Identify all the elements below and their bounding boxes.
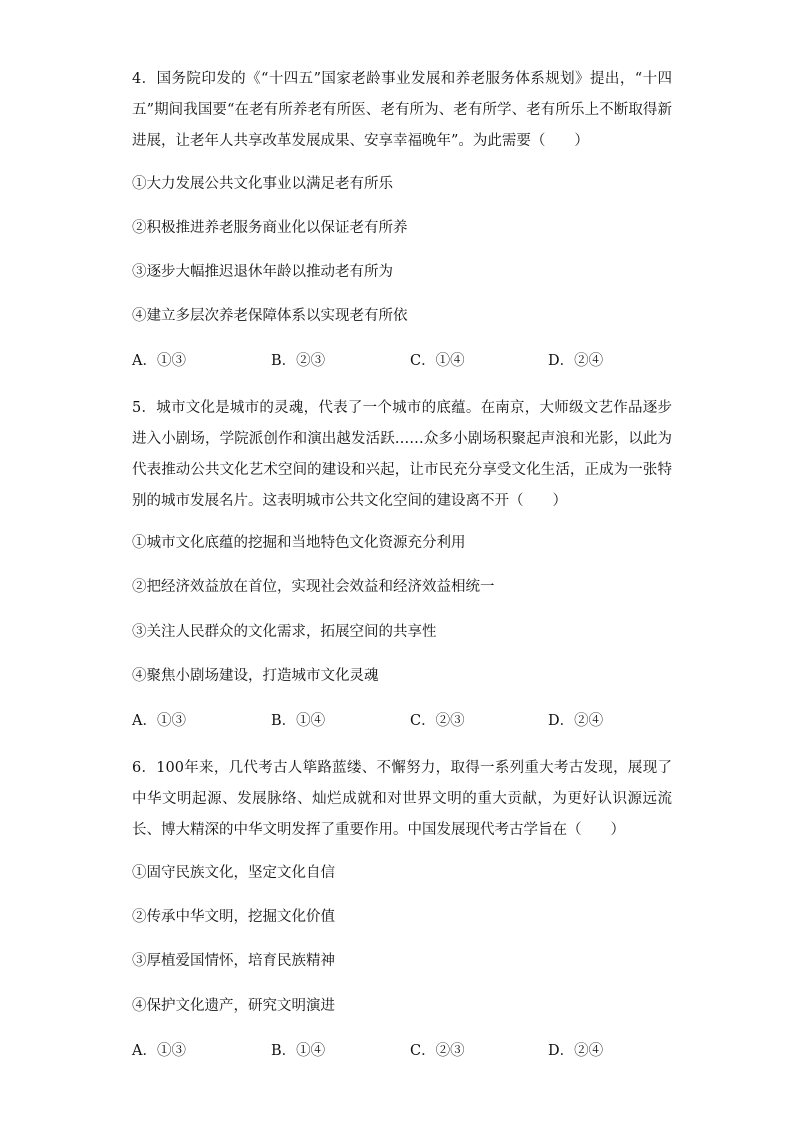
question-5-option-1: ①城市文化底蕴的挖掘和当地特色文化资源充分利用 xyxy=(132,535,466,551)
question-4-answers xyxy=(132,351,672,371)
question-5-answer-c: C．②③ xyxy=(410,713,465,729)
question-6-option-2: ②传承中华文明，挖掘文化价值 xyxy=(132,909,335,925)
question-5 xyxy=(132,393,672,729)
question-5-answer-b: B．①④ xyxy=(271,713,326,729)
question-6-option-3: ③厚植爱国情怀，培育民族精神 xyxy=(132,953,335,969)
question-6-stem: 6．100年来，几代考古人筚路蓝缕、不懈努力，取得一系列重大考古发现，展现了中华文明起源、发展脉络、灿烂成就和对世界文明的重大贡献，为更好认识源远流长、博大精深的中华文明发挥了重要作用。中国发展现代考古学旨在（ ） xyxy=(132,760,672,838)
question-4-option-1: ①大力发展公共文化事业以满足老有所乐 xyxy=(132,176,393,192)
question-4-option-3: ③逐步大幅推迟退休年龄以推动老有所为 xyxy=(132,264,393,280)
question-4-answer-b: B．②③ xyxy=(271,353,326,369)
question-6-option-4: ④保护文化遗产，研究文明演进 xyxy=(132,998,335,1014)
question-5-stem: 5．城市文化是城市的灵魂，代表了一个城市的底蕴。在南京，大师级文艺作品逐步进入小剧场，学院派创作和演出越发活跃……众多小剧场积聚起声浪和光影，以此为代表推动公共文化艺术空间的建设和兴起，让市民充分享受文化生活，正成为一张特别的城市发展名片。这表明城市公共文化空间的建设离不开（ ） xyxy=(132,400,672,509)
question-6 xyxy=(132,753,672,1059)
question-5-option-4: ④聚焦小剧场建设，打造城市文化灵魂 xyxy=(132,668,379,684)
question-6-answer-c: C．②③ xyxy=(410,1043,465,1059)
question-5-answer-a: A．①③ xyxy=(132,713,186,729)
question-6-answer-d: D．②④ xyxy=(548,1043,604,1059)
question-4-option-2: ②积极推进养老服务商业化以保证老有所养 xyxy=(132,220,408,236)
question-4-answer-c: C．①④ xyxy=(410,353,465,369)
question-5-answers xyxy=(132,711,672,731)
question-5-answer-d: D．②④ xyxy=(548,713,604,729)
question-4-answer-d: D．②④ xyxy=(548,353,604,369)
question-4 xyxy=(132,64,672,369)
question-6-answer-b: B．①④ xyxy=(271,1043,326,1059)
question-6-answers xyxy=(132,1041,672,1061)
question-4-answer-a: A．①③ xyxy=(132,353,186,369)
question-4-option-4: ④建立多层次养老保障体系以实现老有所依 xyxy=(132,308,408,324)
question-4-stem: 4．国务院印发的《“十四五”国家老龄事业发展和养老服务体系规划》提出，“十四五”期间我国要“在老有所养老有所医、老有所为、老有所学、老有所乐上不断取得新进展，让老年人共享改革发展成果、安享幸福晚年”。为此需要（ ） xyxy=(132,71,672,149)
question-5-option-3: ③关注人民群众的文化需求，拓展空间的共享性 xyxy=(132,624,437,640)
question-6-answer-a: A．①③ xyxy=(132,1043,186,1059)
question-5-option-2: ②把经济效益放在首位，实现社会效益和经济效益相统一 xyxy=(132,579,495,595)
question-6-option-1: ①固守民族文化，坚定文化自信 xyxy=(132,865,335,881)
